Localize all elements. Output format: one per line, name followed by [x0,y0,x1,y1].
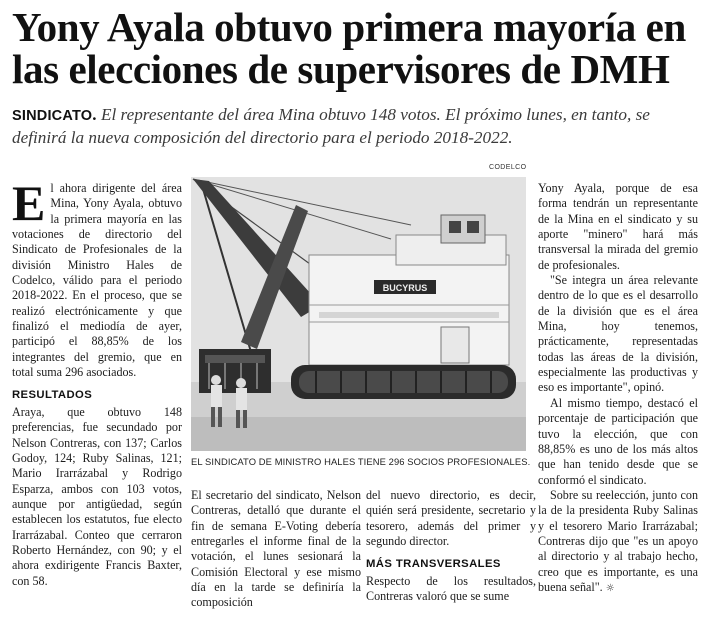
kicker-period: . [92,105,97,124]
photo-caption: EL SINDICATO DE MINISTRO HALES TIENE 296 SOCIOS PROFESIONALES. [191,456,531,467]
column-4 [538,181,698,596]
column-2 [191,488,361,611]
lead-paragraph [12,104,702,149]
headline-line-2: las elecciones de supervisores de DMH [12,46,670,92]
paragraph-quote: "Se integra un área relevante dentro de lo que es el desarrollo de la división que es el área Mina, hoy tenemos, prácticamente, representadas todas las áreas de la división, especialmente las productivas y eso es importante", opinó. [538,273,698,395]
kicker-label: SINDICATO [12,108,93,124]
paragraph-secretary: El secretario del sindicato, Nelson Contreras, detalló que durante el fin de semana E-Voting debería entregarles el informe final de la votación, el lunes sesionará la Comisión Electoral y ese mismo día en la tarde se definiría la composición [191,488,361,610]
photo-credit: CODELCO [489,164,527,171]
paragraph-intro [12,175,182,380]
end-mark-icon: ☼ [605,582,615,594]
headline-line-1: Yony Ayala obtuvo primera mayoría en [12,4,686,50]
column-1 [12,175,182,589]
subhead-resultados: RESULTADOS [12,389,93,402]
paragraph-reelection-text: Sobre su reelección, junto con la de la presidenta Ruby Salinas y el tesorero Mario Irarrázabal; Contreras dijo que "es un apoyo al directorio y al trabajo hecho, creo que es importante, es una buena señal". [538,487,698,594]
drop-cap: E [12,175,46,231]
subhead-mas-transversales: MÁS TRANSVERSALES [366,558,501,571]
paragraph-results: Araya, que obtuvo 148 preferencias, fue secundado por Nelson Contreras, con 137; Carlos Godoy, 124; Ruby Salinas, 121; Mario Irarrázabal y Rodrigo Esparza, ambos con 103 votos, aunque por antigüedad, según establecen los estatutos, fue electo Irarrázabal. Conteo que cerraron Roberto Hernández, con 90; y el ahora exdirigente Francis Baxter, con 58. [12,404,182,588]
paragraph-intro-text: l ahora dirigente del área Mina, Yony Ayala, obtuvo la primera mayoría en las votaciones de directorio del Sindicato de Profesionales de la división Ministro Hales de Codelco, válido para el periodo 2018-2022. En el proceso, que se realizó electrónicamente y que finalizó el mediodía de ayer, participó el 88,85% de los integrantes del gremio, que en total suma 296 asociados. [12,181,182,380]
headline [12,6,702,90]
paragraph-results-value: Respecto de los resultados, Contreras valoró que se sume [366,573,536,604]
section-kicker [12,105,97,124]
machine-brand-label: BUCYRUS [382,283,428,293]
photo-mining-shovel [191,177,526,451]
shovel-illustration [191,177,526,451]
paragraph-participation: Al mismo tiempo, destacó el porcentaje de participación que tuvo la elección, que con 88,85% es uno de los más altos que han tenido desde que se conformó el sindicato. [538,395,698,487]
paragraph-reelection [538,488,698,596]
lead-text: El representante del área Mina obtuvo 148 votos. El próximo lunes, en tanto, se definirá la nueva composición del directorio para el periodo 2018-2022. [12,105,650,147]
paragraph-ayala: Yony Ayala, porque de esa forma tendrán un representante de la Mina en el sindicato y su aporte "minero" hará más transversal la mirada del gremio de profesionales. [538,181,698,272]
column-3 [366,488,536,604]
paragraph-directory: del nuevo directorio, es decir, quién será presidente, secretario y tesorero, además del primer y segundo director. [366,488,536,549]
